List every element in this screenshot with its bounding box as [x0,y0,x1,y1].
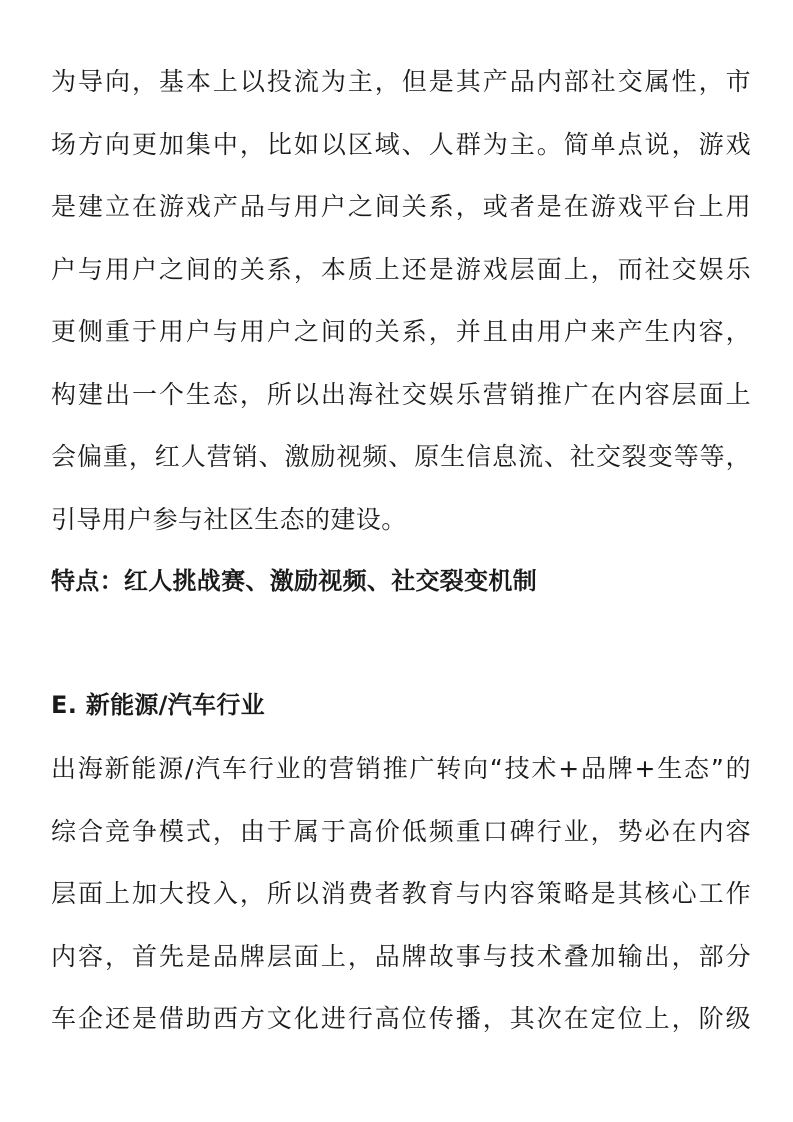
paragraph-line: 户与用户之间的关系，本质上还是游戏层面上，而社交娱乐 [51,254,751,284]
paragraph-line: 层面上加大投入，所以消费者教育与内容策略是其核心工作 [51,879,751,908]
paragraph-line: 综合竞争模式，由于属于高价低频重口碑行业，势必在内容 [51,816,751,846]
paragraph-line: 引导用户参与社区生态的建设。 [51,504,407,534]
paragraph-line: 构建出一个生态，所以出海社交娱乐营销推广在内容层面上 [51,379,751,409]
features-heading: 特点：红人挑战赛、激励视频、社交裂变机制 [51,567,537,595]
paragraph-line: 内容，首先是品牌层面上，品牌故事与技术叠加输出，部分 [51,941,751,971]
paragraph-line: 场方向更加集中，比如以区域、人群为主。简单点说，游戏 [51,129,751,159]
paragraph-social-entertainment [51,51,751,551]
paragraph-line: 为导向，基本上以投流为主，但是其产品内部社交属性，市 [51,67,751,96]
paragraph-line: 车企还是借助西方文化进行高位传播，其次在定位上，阶级 [51,1004,751,1033]
paragraph-line: 会偏重，红人营销、激励视频、原生信息流、社交裂变等等， [51,442,751,471]
paragraph-line: 出海新能源/汽车行业的营销推广转向“技术+品牌+生态”的 [51,754,751,783]
paragraph-line: 更侧重于用户与用户之间的关系，并且由用户来产生内容， [51,317,751,346]
paragraph-line: 是建立在游戏产品与用户之间关系，或者是在游戏平台上用 [51,192,751,221]
section-e-title: E. 新能源/汽车行业 [51,691,265,719]
paragraph-new-energy-auto [51,738,751,1051]
